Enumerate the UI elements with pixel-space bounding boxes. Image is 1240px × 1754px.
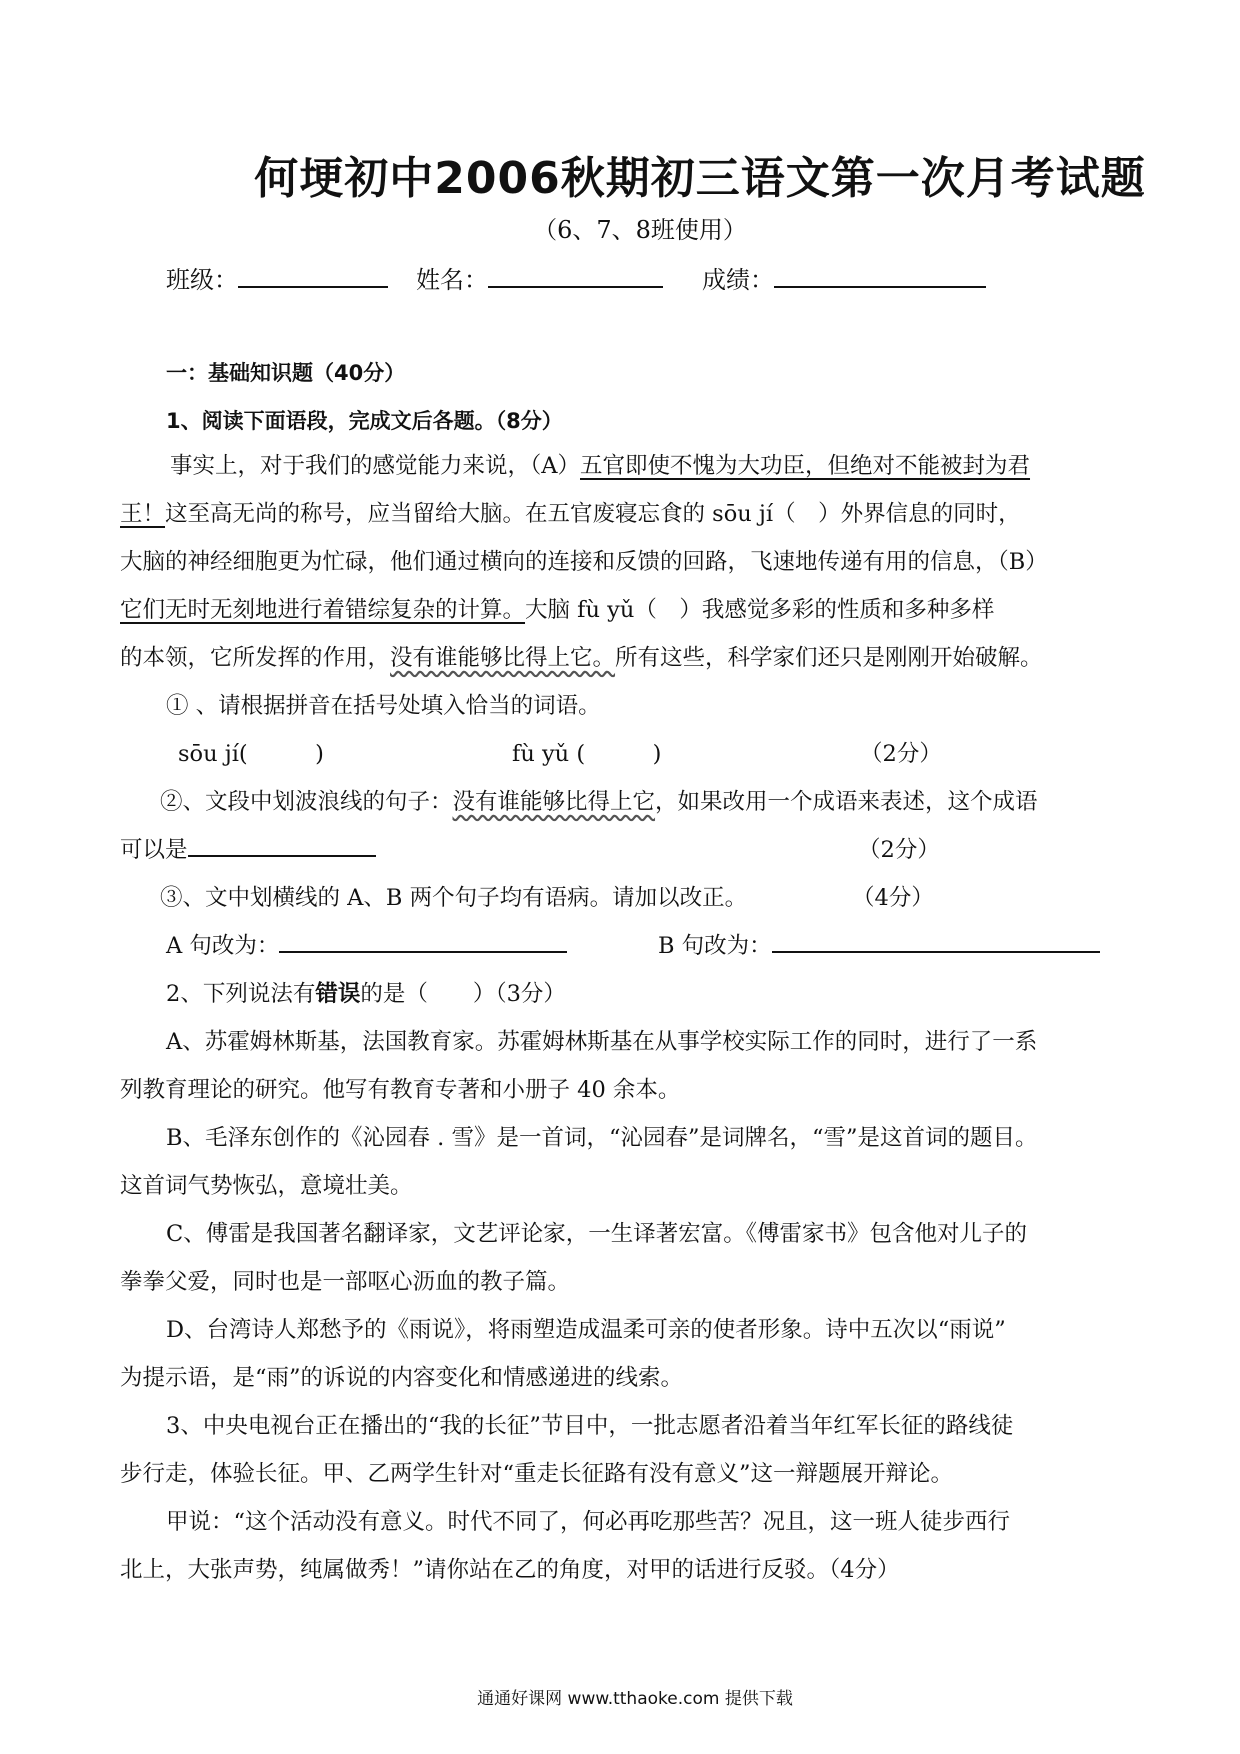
sub2-wavy-quote: 没有谁能够比得上它 — [452, 789, 656, 815]
name-field — [416, 260, 663, 295]
name-label: 姓名： — [416, 266, 488, 294]
q2-bold-keyword: 错误 — [315, 981, 361, 1007]
score-label: 成绩： — [702, 266, 774, 294]
class-blank — [238, 285, 388, 288]
underlined-sentence-a: 五官即使不愧为大功臣，但绝对不能被封为君 — [580, 453, 1031, 479]
q1-sub-1-score: （2分） — [860, 741, 942, 767]
passage-text: 的本领，它所发挥的作用， — [120, 645, 391, 671]
sub2-text: ，如果改用一个成语来表述，这个成语 — [655, 789, 1038, 815]
section-heading: 一：基础知识题（40分） — [166, 361, 406, 385]
q1-sub-1-pinyin-1: sōu jí( ) — [178, 741, 324, 767]
sub3-b-blank — [772, 950, 1100, 953]
q1-passage-line-1 — [170, 451, 1030, 481]
passage-text: 这至高无尚的称号，应当留给大脑。在五官废寝忘食的 sōu jí（ ）外界信息的同时， — [165, 501, 1021, 527]
score-blank — [774, 285, 986, 288]
question-2-prompt — [166, 979, 566, 1009]
q2-text: 2、下列说法有 — [166, 981, 316, 1007]
q2-text: 的是（ ）（3分） — [360, 981, 566, 1007]
passage-text: 大脑 fù yǔ（ ）我感觉多彩的性质和多种多样 — [525, 597, 995, 623]
sub3-a-blank — [279, 950, 567, 953]
q2-option-a-line-2: 列教育理论的研究。他写有教育专著和小册子 40 余本。 — [120, 1077, 681, 1103]
q1-sub-2-line-2 — [120, 835, 376, 865]
q2-option-d-line-1: D、台湾诗人郑愁予的《雨说》，将雨塑造成温柔可亲的使者形象。诗中五次以“雨说” — [166, 1317, 1006, 1343]
name-blank — [488, 285, 663, 288]
sub3-b-label: B 句改为： — [658, 933, 772, 959]
q1-sub-2-score: （2分） — [858, 837, 940, 863]
q2-option-c-line-2: 拳拳父爱，同时也是一部呕心沥血的教子篇。 — [120, 1269, 571, 1295]
q2-option-b-line-2: 这首词气势恢弘，意境壮美。 — [120, 1173, 413, 1199]
q2-option-b-line-1: B、毛泽东创作的《沁园春 . 雪》是一首词，“沁园春”是词牌名，“雪”是这首词的题目。 — [166, 1125, 1038, 1151]
question-3-line-3: 甲说：“这个活动没有意义。时代不同了，何必再吃那些苦？况且，这一班人徒步西行 — [166, 1509, 1011, 1535]
wavy-underlined-sentence: 没有谁能够比得上它。 — [390, 645, 616, 671]
q1-passage-line-4 — [120, 595, 994, 625]
q1-sub-3-a — [166, 931, 567, 961]
q1-sub-3-b — [658, 931, 1100, 961]
question-3-line-1: 3、中央电视台正在播出的“我的长征”节目中，一批志愿者沿着当年红军长征的路线徒 — [166, 1413, 1014, 1439]
q1-sub-1-pinyin-2: fù yǔ ( ) — [512, 741, 662, 767]
q2-option-d-line-2: 为提示语，是“雨”的诉说的内容变化和情感递进的线索。 — [120, 1365, 684, 1391]
page-title: 何埂初中2006秋期初三语文第一次月考试题 — [254, 153, 1146, 204]
question-3-line-4: 北上，大张声势，纯属做秀！”请你站在乙的角度，对甲的话进行反驳。（4分） — [120, 1557, 900, 1583]
passage-text: 所有这些，科学家们还只是刚刚开始破解。 — [615, 645, 1043, 671]
sub2-text: 可以是 — [120, 837, 188, 863]
q2-option-c-line-1: C、傅雷是我国著名翻译家，文艺评论家，一生译著宏富。《傅雷家书》包含他对儿子的 — [166, 1221, 1027, 1247]
q1-passage-line-2 — [120, 499, 1021, 529]
page-subtitle: （6、7、8班使用） — [533, 216, 747, 244]
q1-sub-3-score: （4分） — [852, 885, 934, 911]
sub3-a-label: A 句改为： — [166, 933, 280, 959]
question-1-prompt: 1、阅读下面语段，完成文后各题。（8分） — [166, 409, 563, 433]
q1-passage-line-5 — [120, 643, 1043, 673]
q1-sub-2-line-1 — [160, 787, 1038, 817]
passage-text: 事实上，对于我们的感觉能力来说，（A） — [170, 453, 580, 479]
sub2-text: ②、文段中划波浪线的句子： — [160, 789, 453, 815]
sub2-answer-blank — [188, 854, 376, 857]
q1-sub-3: ③、文中划横线的 A、B 两个句子均有语病。请加以改正。 — [160, 885, 748, 911]
q2-option-a-line-1: A、苏霍姆林斯基，法国教育家。苏霍姆林斯基在从事学校实际工作的同时，进行了一系 — [166, 1029, 1038, 1055]
page-footer: 通通好课网 www.tthaoke.com 提供下载 — [477, 1689, 793, 1709]
score-field — [702, 260, 986, 295]
q1-sub-1: ① 、请根据拼音在括号处填入恰当的词语。 — [166, 693, 601, 719]
underlined-sentence-b: 它们无时无刻地进行着错综复杂的计算。 — [120, 597, 526, 623]
class-field — [166, 260, 388, 295]
q1-passage-line-3: 大脑的神经细胞更为忙碌，他们通过横向的连接和反馈的回路，飞速地传递有用的信息，（B） — [120, 549, 1048, 575]
question-3-line-2: 步行走，体验长征。甲、乙两学生针对“重走长征路有没有意义”这一辩题展开辩论。 — [120, 1461, 954, 1487]
class-label: 班级： — [166, 266, 238, 294]
underlined-sentence-a-end: 王！ — [120, 501, 166, 527]
